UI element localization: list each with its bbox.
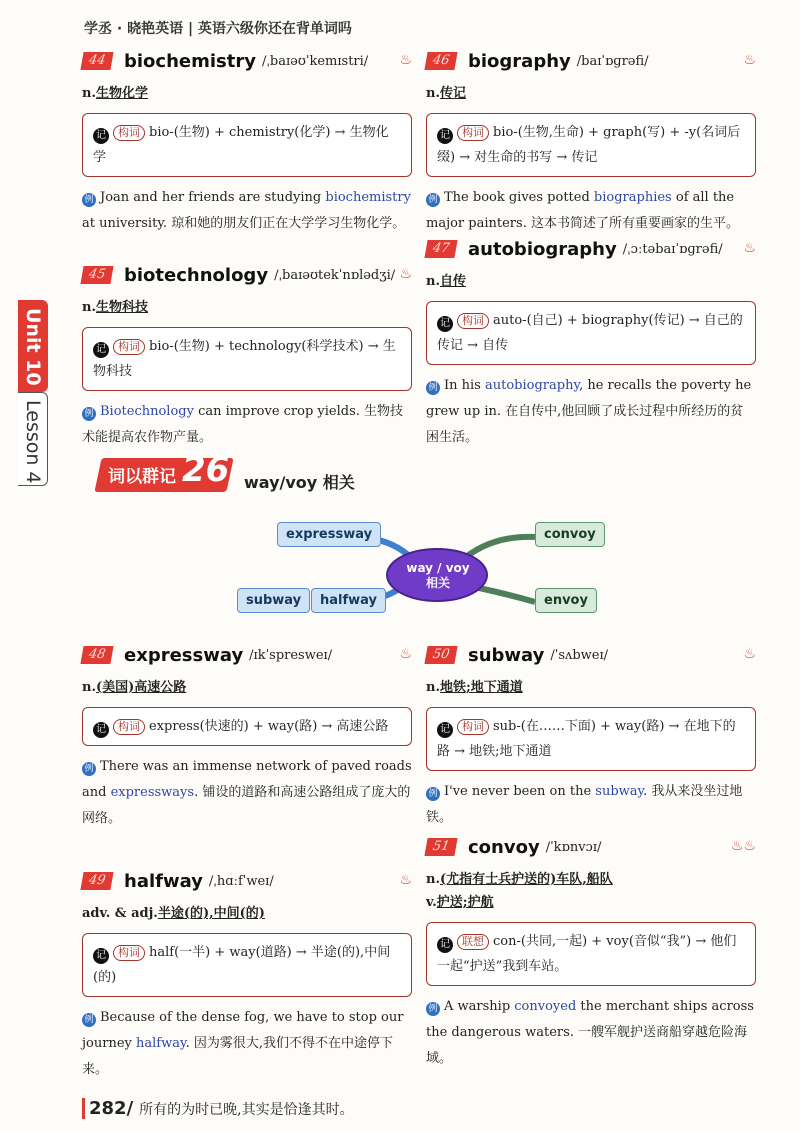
page-number: 282/ bbox=[82, 1098, 133, 1119]
example-icon: 例 bbox=[82, 193, 96, 207]
mindmap-node-subway: subway bbox=[237, 588, 310, 613]
memory-icon: 记 bbox=[93, 948, 109, 964]
flame-icon: ♨ bbox=[399, 52, 412, 68]
mindmap-node-halfway: halfway bbox=[311, 588, 386, 613]
example-icon: 例 bbox=[426, 193, 440, 207]
flame-icon: ♨ bbox=[743, 646, 756, 662]
example-icon: 例 bbox=[426, 381, 440, 395]
flame-icon: ♨ bbox=[399, 872, 412, 888]
entry-50: 50 subway /ˈsʌbweɪ/ ♨ n.地铁;地下通道 记 构词 sub-(在……下面) + way(路) → 在地下的路 → 地铁;地下通道 例 I've never been on the subway. 我从来没坐过地铁。 bbox=[426, 644, 756, 825]
footer-quote: 所有的为时已晚,其实是恰逢其时。 bbox=[139, 1102, 354, 1118]
entry-ipa: /ˌbaɪəʊˈkemɪstri/ bbox=[261, 53, 369, 69]
flame-icon: ♨ bbox=[399, 266, 412, 282]
entry-word: biochemistry bbox=[124, 50, 256, 72]
page-header: 学丞 · 晓艳英语 | 英语六级你还在背单词吗 bbox=[84, 21, 352, 37]
mindmap-node-expressway: expressway bbox=[277, 522, 381, 547]
example-icon: 例 bbox=[426, 1002, 440, 1016]
memory-icon: 记 bbox=[437, 128, 453, 144]
memory-icon: 记 bbox=[437, 937, 453, 953]
memory-icon: 记 bbox=[93, 722, 109, 738]
entry-46: 46 biography /baɪˈɒɡrəfi/ ♨ n.传记 记 构词 bio-(生物,生命) + graph(写) + -y(名词后缀) → 对生命的书写 → 传记 例 The book gives potted biographies of all the major painters. 这本书简述了所有重要画家的生平。 bbox=[426, 50, 756, 231]
memory-icon: 记 bbox=[437, 722, 453, 738]
entry-44: 44 biochemistry /ˌbaɪəʊˈkemɪstri/ ♨ n.生物化学 记 构词 bio-(生物) + chemistry(化学) → 生物化学 例 Joan and her friends are studying biochemistry at university. 琼和她的朋友们正在大学学习生物化学。 bbox=[82, 50, 412, 237]
example-icon: 例 bbox=[82, 1013, 96, 1027]
flame-icon: ♨ bbox=[743, 52, 756, 68]
example-sentence: 例 Joan and her friends are studying biochemistry at university. 琼和她的朋友们正在大学学习生物化学。 bbox=[82, 190, 411, 231]
flame-icon: ♨♨ bbox=[730, 838, 756, 854]
entry-51: 51 convoy /ˈkɒnvɔɪ/ ♨♨ n.(尤指有士兵护送的)车队,船队 v.护送;护航 记 联想 con-(共同,一起) + voy(音似“我”) → 他们一起“护送”我到车站。 例 A warship convoyed the merchant ships across the dangerous waters. 一艘军舰护送商船穿越危险海域。 bbox=[426, 836, 756, 1066]
memory-icon: 记 bbox=[437, 316, 453, 332]
mindmap-center: way / voy 相关 bbox=[406, 561, 470, 590]
entry-45: 45 biotechnology /ˌbaɪəʊtekˈnɒlədʒi/ ♨ n.生物科技 记 构词 bio-(生物) + technology(科学技术) → 生物科技 例 Biotechnology can improve crop yields. 生物技术能提高农作物产量。 bbox=[82, 264, 412, 445]
page-footer bbox=[82, 1098, 354, 1119]
lesson-label: Lesson 4 bbox=[22, 400, 44, 484]
banner-number: 26 bbox=[182, 450, 230, 490]
example-icon: 例 bbox=[82, 762, 96, 776]
memory-icon: 记 bbox=[93, 128, 109, 144]
unit-label: Unit 10 bbox=[22, 308, 44, 386]
banner-subtitle: way/voy 相关 bbox=[244, 473, 355, 492]
entry-48: 48 expressway /ɪkˈspresweɪ/ ♨ n.(美国)高速公路 记 构词 express(快速的) + way(路) → 高速公路 例 There was an immense network of paved roads and expressways. 铺设的道路和高速公路组成了庞大的网络。 bbox=[82, 644, 412, 826]
entry-47: 47 autobiography /ˌɔːtəbaɪˈɒɡrəfi/ ♨ n.自传 记 构词 auto-(自己) + biography(传记) → 自己的传记 → 自传 例 In his autobiography, he recalls the poverty he grew up in. 在自传中,他回顾了成长过程中所经历的贫困生活。 bbox=[426, 238, 756, 445]
example-icon: 例 bbox=[82, 407, 96, 421]
word-formation-box: 记 构词 bio-(生物) + chemistry(化学) → 生物化学 bbox=[82, 113, 412, 177]
memory-icon: 记 bbox=[93, 342, 109, 358]
banner-title: 词以群记 bbox=[108, 467, 176, 487]
mindmap-node-convoy: convoy bbox=[535, 522, 605, 547]
example-icon: 例 bbox=[426, 787, 440, 801]
mindmap-node-envoy: envoy bbox=[535, 588, 597, 613]
flame-icon: ♨ bbox=[399, 646, 412, 662]
entry-number: 44 bbox=[80, 52, 113, 70]
flame-icon: ♨ bbox=[743, 240, 756, 256]
entry-49: 49 halfway /ˌhɑːfˈweɪ/ ♨ adv. & adj.半途(的),中间(的) 记 构词 half(一半) + way(道路) → 半途(的),中间(的) 例 Because of the dense fog, we have to stop our journey halfway. 因为雾很大,我们不得不在中途停下来。 bbox=[82, 870, 412, 1077]
